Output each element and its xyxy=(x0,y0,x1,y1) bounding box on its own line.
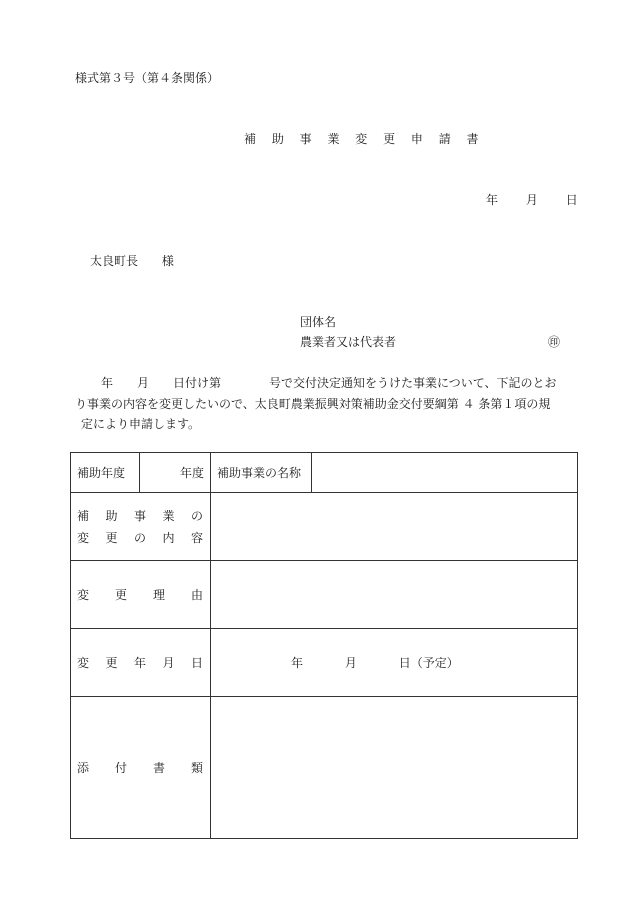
label-char: 助 xyxy=(105,509,118,523)
date-year: 年 xyxy=(486,193,499,207)
label-char: 更 xyxy=(105,531,118,545)
table-row xyxy=(71,629,578,697)
body-text-line-1: 年 月 日付け第 号で交付決定通知をうけた事業について、下記のとお xyxy=(101,376,557,390)
label-char: 変 xyxy=(77,588,90,602)
label-char: 容 xyxy=(190,531,203,545)
change-content-label-line-2 xyxy=(77,529,203,546)
body-text-line-2: り事業の内容を変更したいので、太良町農業振興対策補助金交付要綱第 ４ 条第１項の規 xyxy=(75,397,551,411)
project-name-label: 補助事業の名称 xyxy=(211,453,312,493)
addressee-name: 太良町長 xyxy=(90,254,139,268)
change-date-month: 月 xyxy=(344,656,357,670)
date-line xyxy=(486,191,578,208)
change-date-day: 日（予定） xyxy=(398,656,459,670)
document-title: 補 助 事 業 変 更 申 請 書 xyxy=(244,132,485,146)
application-table xyxy=(70,452,578,839)
label-char: の xyxy=(133,531,146,545)
project-name-value[interactable] xyxy=(312,453,578,493)
label-char: 添 xyxy=(77,761,90,775)
label-char: 業 xyxy=(162,509,175,523)
label-char: 月 xyxy=(162,656,175,670)
label-char: 付 xyxy=(114,761,127,775)
change-reason-value[interactable] xyxy=(211,561,578,629)
fiscal-year-label: 補助年度 xyxy=(71,453,140,493)
change-date-year: 年 xyxy=(291,656,304,670)
label-char: 変 xyxy=(77,531,90,545)
change-content-value[interactable] xyxy=(211,493,578,561)
seal-mark: ㊞ xyxy=(548,335,561,349)
table-row xyxy=(71,561,578,629)
form-number: 様式第３号（第４条関係） xyxy=(75,71,220,85)
label-char: 由 xyxy=(190,588,203,602)
label-char: 補 xyxy=(77,509,90,523)
label-char: 変 xyxy=(77,656,90,670)
attachments-value[interactable] xyxy=(211,697,578,839)
label-char: の xyxy=(190,509,203,523)
table-row xyxy=(71,697,578,839)
fiscal-year-unit: 年度 xyxy=(179,466,204,480)
label-char: 書 xyxy=(152,761,165,775)
attachments-label xyxy=(71,697,211,839)
label-char: 日 xyxy=(190,656,203,670)
representative-label: 農業者又は代表者 xyxy=(300,335,397,349)
date-month: 月 xyxy=(525,193,538,207)
change-date-value[interactable] xyxy=(211,629,578,697)
group-name-label: 団体名 xyxy=(300,315,337,329)
label-char: 更 xyxy=(105,656,118,670)
label-char: 内 xyxy=(162,531,175,545)
change-reason-label xyxy=(71,561,211,629)
addressee-honorific: 様 xyxy=(161,254,174,268)
label-char: 類 xyxy=(190,761,203,775)
label-char: 事 xyxy=(133,509,146,523)
date-day: 日 xyxy=(565,193,578,207)
body-text-line-3: 定により申請します。 xyxy=(81,417,201,431)
addressee xyxy=(90,252,174,269)
change-content-label-line-1 xyxy=(77,507,203,524)
label-char: 更 xyxy=(114,588,127,602)
table-row xyxy=(71,493,578,561)
label-char: 年 xyxy=(133,656,146,670)
table-row xyxy=(71,453,578,493)
change-content-label xyxy=(71,493,211,561)
fiscal-year-cell[interactable] xyxy=(140,453,211,493)
change-date-label xyxy=(71,629,211,697)
label-char: 理 xyxy=(152,588,165,602)
